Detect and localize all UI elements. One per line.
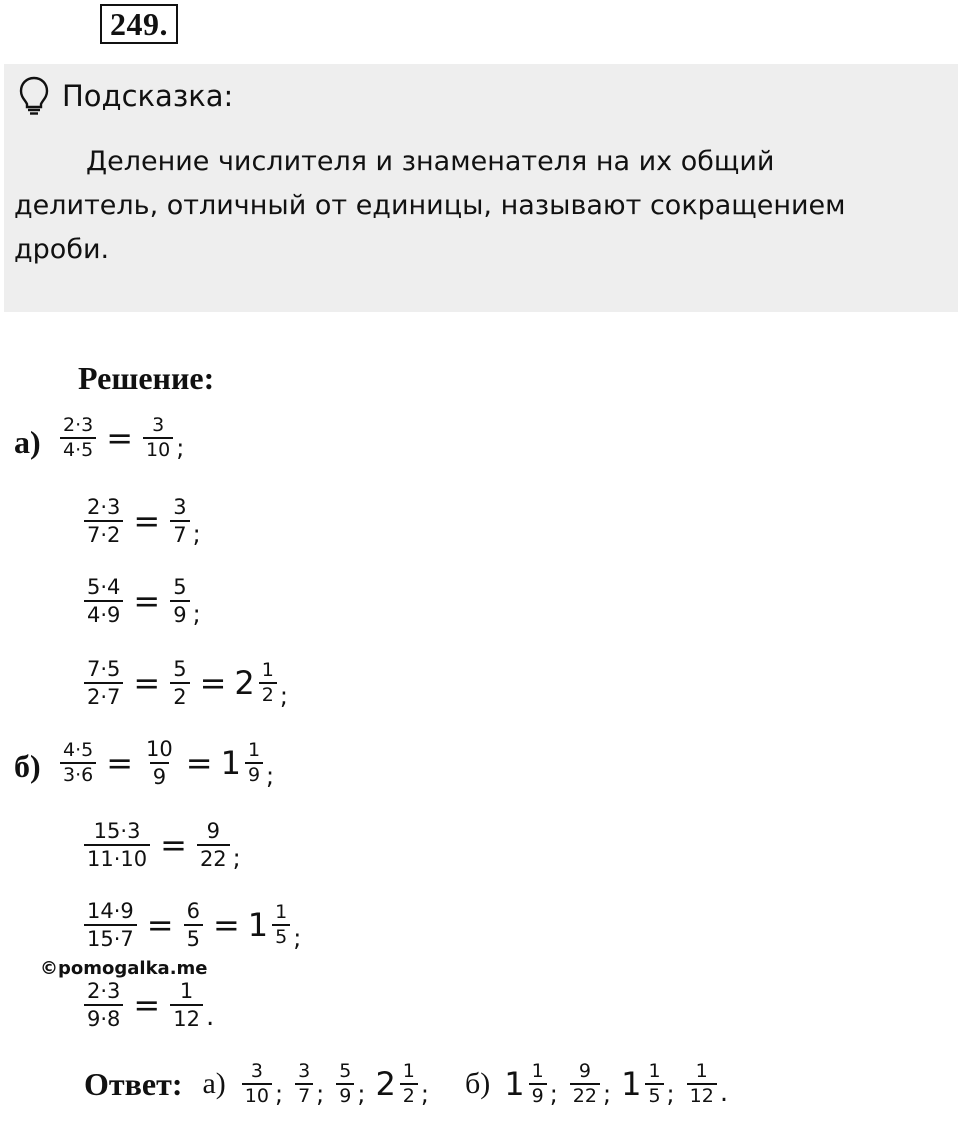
fraction: $\frac{6}{5}$: [184, 898, 203, 952]
fraction: $\frac{5\cdot 4}{4\cdot 9}$: [84, 574, 123, 628]
eq-row-b2: $\frac{15\cdot 3}{11\cdot 10}$ = $\frac{9}{22}$ ;: [82, 818, 241, 872]
fraction: $\frac{1}{2}$: [259, 659, 277, 707]
item-a-letter: а): [14, 424, 41, 460]
fraction: $\frac{1}{5}$: [272, 901, 290, 949]
answer-fraction: $\frac{1}{5}$: [645, 1060, 663, 1108]
hint-box: [4, 64, 958, 312]
fraction: $\frac{3}{10}$: [143, 414, 173, 462]
eq-row-a2: $\frac{2\cdot 3}{7\cdot 2}$ = $\frac{3}{7}$ ;: [82, 494, 201, 548]
lightbulb-icon: [18, 76, 50, 116]
fraction: $\frac{2\cdot 3}{7\cdot 2}$: [84, 494, 123, 548]
fraction: $\frac{2\cdot 3}{9\cdot 8}$: [84, 978, 123, 1032]
answer-fraction: $\frac{1}{12}$: [687, 1060, 717, 1108]
fraction: $\frac{14\cdot 9}{15\cdot 7}$: [84, 898, 137, 952]
eq-row-a4: $\frac{7\cdot 5}{2\cdot 7}$ = $\frac{5}{2}$ = 2 $\frac{1}{2}$ ;: [82, 656, 288, 710]
answer-row: Ответ: а) $\frac{3}{10}$ ; $\frac{3}{7}$ ; $\frac{5}{9}$ ; 2 $\frac{1}{2}$ ; б) 1 $\frac{1}{9}$ ; $\frac{9}{22}$ ; 1 $\frac{1}{5}$ ; $\frac{1}{12}$ .: [84, 1060, 729, 1108]
watermark: ©pomogalka.me: [40, 958, 208, 979]
eq-row-b4: $\frac{2\cdot 3}{9\cdot 8}$ = $\frac{1}{12}$ .: [82, 978, 214, 1032]
solution-title: Решение:: [78, 360, 215, 396]
answer-fraction: $\frac{5}{9}$: [336, 1060, 354, 1108]
fraction: $\frac{9}{22}$: [197, 818, 230, 872]
fraction: $\frac{2\cdot 3}{4\cdot 5}$: [60, 414, 96, 462]
answer-fraction: $\frac{3}{7}$: [295, 1060, 313, 1108]
fraction: $\frac{5}{2}$: [170, 656, 189, 710]
eq-row-a1: $\frac{2\cdot 3}{4\cdot 5}$ = $\frac{3}{10}$ ;: [58, 414, 184, 462]
answer-fraction: $\frac{1}{9}$: [529, 1060, 547, 1108]
fraction: $\frac{7\cdot 5}{2\cdot 7}$: [84, 656, 123, 710]
fraction: $\frac{10}{9}$: [146, 737, 173, 789]
eq-row-a3: $\frac{5\cdot 4}{4\cdot 9}$ = $\frac{5}{9}$ ;: [82, 574, 201, 628]
fraction: $\frac{1}{12}$: [170, 978, 203, 1032]
hint-title: Подсказка:: [62, 79, 234, 113]
problem-number: 249.: [100, 4, 178, 44]
answer-label: Ответ:: [84, 1065, 183, 1102]
fraction: $\frac{3}{7}$: [170, 494, 189, 548]
answer-fraction: $\frac{9}{22}$: [570, 1060, 600, 1108]
answer-fraction: $\frac{1}{2}$: [400, 1060, 418, 1108]
answer-fraction: $\frac{3}{10}$: [242, 1060, 272, 1108]
eq-row-b1: $\frac{4\cdot 5}{3\cdot 6}$ = $\frac{10}{9}$ = 1 $\frac{1}{9}$ ;: [58, 736, 274, 790]
item-b-letter: б): [14, 748, 41, 784]
fraction: $\frac{5}{9}$: [170, 574, 189, 628]
fraction: $\frac{15\cdot 3}{11\cdot 10}$: [84, 818, 150, 872]
answer-b-label: б): [464, 1067, 491, 1100]
fraction: $\frac{4\cdot 5}{3\cdot 6}$: [60, 739, 96, 787]
hint-header: [18, 76, 233, 116]
answer-a-label: а): [202, 1067, 226, 1100]
hint-text: Деление числителя и знаменателя на их общий делитель, отличный от единицы, называют сокращением дроби.: [14, 146, 846, 265]
fraction: $\frac{1}{9}$: [245, 739, 263, 787]
eq-row-b3: $\frac{14\cdot 9}{15\cdot 7}$ = $\frac{6}{5}$ = 1 $\frac{1}{5}$ ;: [82, 898, 301, 952]
